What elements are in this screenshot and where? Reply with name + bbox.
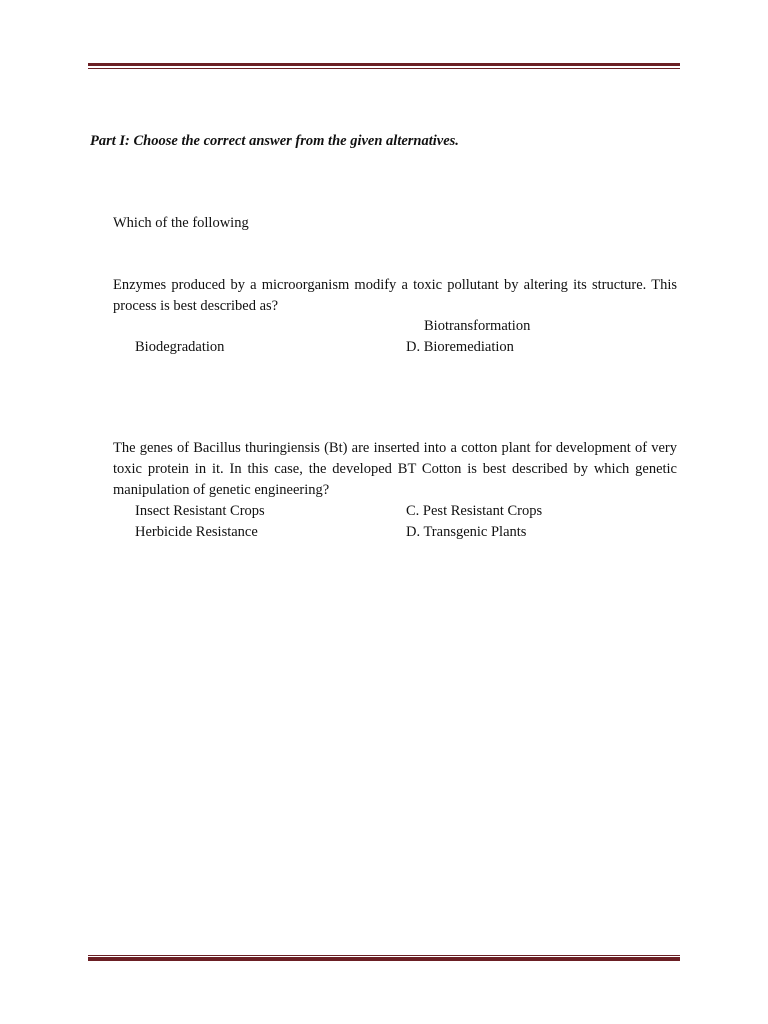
question-2-option-c: C. Pest Resistant Crops [406,503,543,519]
header-rule-thin [88,68,680,69]
footer-rule-thin [88,955,680,956]
footer-rule-thick [88,957,680,961]
question-2-option-insect-resistant: Insect Resistant Crops [135,503,265,519]
question-1-option-biodegradation: Biodegradation [135,339,225,355]
intro-text: Which of the following [113,215,249,231]
question-1-option-d: D. Bioremediation [406,339,514,355]
question-2-stem: The genes of Bacillus thuringiensis (Bt) are inserted into a cotton plant for development of very toxic protein in it. In this case, the developed BT Cotton is best described by which genetic manipulation of genetic engineering? [113,440,677,498]
question-1-option-biotransformation: Biotransformation [424,318,531,334]
header-rule [88,63,680,69]
part-heading: Part I: Choose the correct answer from the given alternatives. [90,133,459,149]
question-1-stem: Enzymes produced by a microorganism modify a toxic pollutant by altering its structure. This process is best described as? [113,277,677,314]
header-rule-thick [88,63,680,66]
question-2-option-herbicide-resistance: Herbicide Resistance [135,524,258,540]
footer-rule [88,955,680,961]
question-2-option-d: D. Transgenic Plants [406,524,527,540]
